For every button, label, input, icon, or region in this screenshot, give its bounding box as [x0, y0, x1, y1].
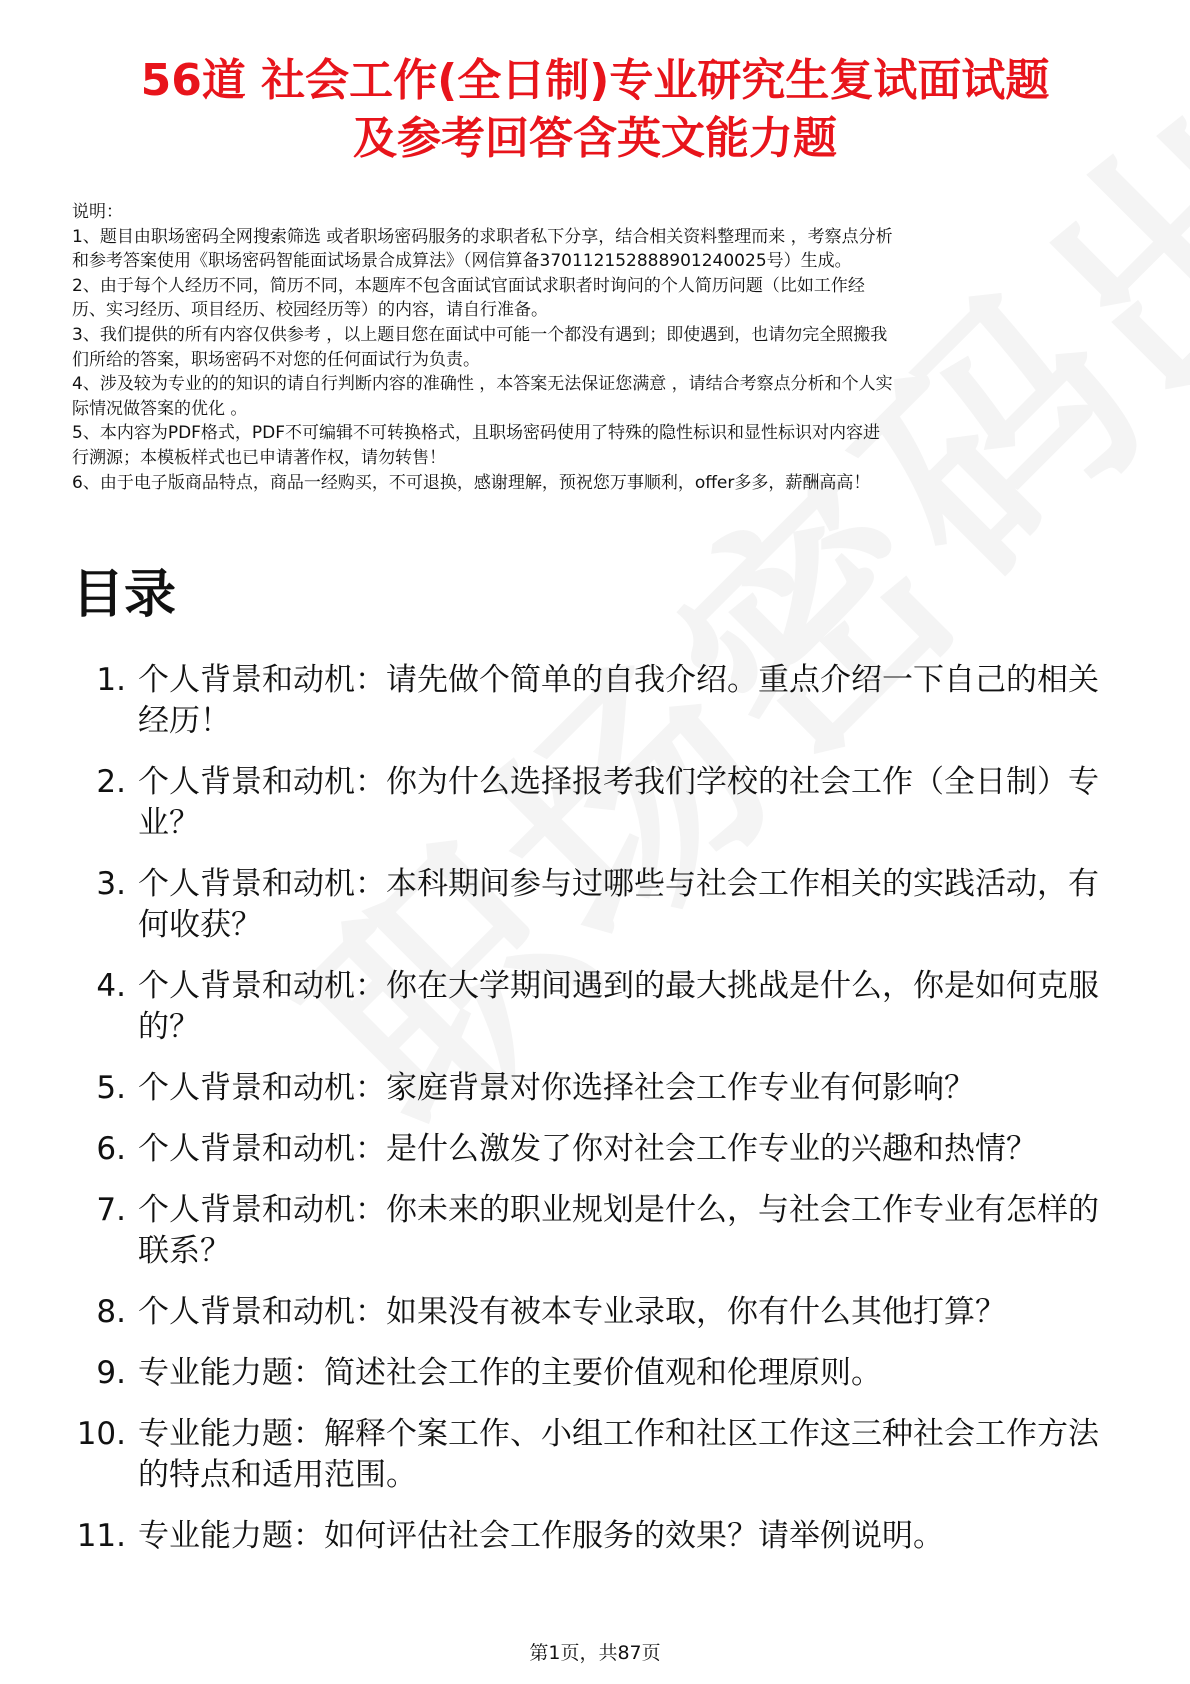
notes-line: 际情况做答案的优化 。 [72, 398, 248, 419]
toc-item-text: 个人背景和动机：你为什么选择报考我们学校的社会工作（全日制）专业？ [138, 764, 1099, 841]
toc-item-number: 11. [76, 1518, 126, 1554]
title-line-2: 及参考回答含英文能力题 [353, 113, 837, 164]
notes-line: 们所给的答案，职场密码不对您的任何面试行为负责。 [72, 349, 480, 370]
toc-item-text: 个人背景和动机：请先做个简单的自我介绍。重点介绍一下自己的相关经历！ [138, 662, 1099, 739]
toc-item[interactable] [62, 1129, 1122, 1170]
notes-line: 1、题目由职场密码全网搜索筛选 或者职场密码服务的求职者私下分享，结合相关资料整理而来 ，考察点分析 [72, 226, 893, 247]
toc-item[interactable] [62, 1292, 1122, 1333]
toc-item[interactable] [62, 1353, 1122, 1394]
toc-item[interactable] [62, 1414, 1122, 1496]
toc-item-text: 个人背景和动机：是什么激发了你对社会工作专业的兴趣和热情？ [138, 1131, 1037, 1167]
notes-line: 3、我们提供的所有内容仅供参考 ，以上题目您在面试中可能一个都没有遇到；即使遇到，也请勿完全照搬我 [72, 324, 888, 345]
toc-item-text: 专业能力题：简述社会工作的主要价值观和伦理原则。 [138, 1355, 882, 1391]
title-line-1: 56道 社会工作(全日制)专业研究生复试面试题 [140, 55, 1050, 106]
toc-item-text: 专业能力题：如何评估社会工作服务的效果？请举例说明。 [138, 1518, 944, 1554]
toc-item-text: 个人背景和动机：你未来的职业规划是什么，与社会工作专业有怎样的联系？ [138, 1192, 1099, 1269]
toc-item-number: 2. [96, 764, 126, 800]
notes-line: 说明： [72, 202, 123, 222]
table-of-contents [62, 660, 1122, 1577]
toc-item-number: 3. [96, 866, 126, 902]
toc-item-number: 4. [96, 968, 126, 1004]
toc-item[interactable] [62, 1190, 1122, 1272]
toc-item[interactable] [62, 1068, 1122, 1109]
toc-item-text: 个人背景和动机：如果没有被本专业录取，你有什么其他打算？ [138, 1294, 1006, 1330]
toc-item-number: 10. [76, 1416, 126, 1452]
notes-line: 行溯源；本模板样式也已申请著作权，请勿转售！ [72, 447, 446, 468]
instructions-block [72, 200, 1122, 495]
document-title [60, 52, 1130, 168]
toc-item[interactable] [62, 762, 1122, 844]
toc-item[interactable] [62, 864, 1122, 946]
toc-item-number: 7. [96, 1192, 126, 1228]
toc-item-number: 5. [96, 1070, 126, 1106]
toc-item-number: 9. [96, 1355, 126, 1391]
toc-item-text: 专业能力题：解释个案工作、小组工作和社区工作这三种社会工作方法的特点和适用范围。 [138, 1416, 1099, 1493]
toc-item-text: 个人背景和动机：本科期间参与过哪些与社会工作相关的实践活动，有何收获？ [138, 866, 1099, 943]
notes-line: 和参考答案使用《职场密码智能面试场景合成算法》（网信算备370112152888901240025号）生成。 [72, 251, 852, 272]
notes-line: 历、实习经历、项目经历、校园经历等）的内容，请自行准备。 [72, 300, 548, 321]
toc-item-number: 8. [96, 1294, 126, 1330]
toc-item[interactable] [62, 660, 1122, 742]
toc-item-number: 6. [96, 1131, 126, 1167]
page-footer: 第1页，共87页 [529, 1642, 661, 1664]
notes-line: 2、由于每个人经历不同，简历不同，本题库不包含面试官面试求职者时询问的个人简历问题（比如工作经 [72, 275, 865, 296]
notes-line: 6、由于电子版商品特点，商品一经购买，不可退换，感谢理解，预祝您万事顺利，offer多多，薪酬高高！ [72, 472, 871, 493]
toc-item-text: 个人背景和动机：家庭背景对你选择社会工作专业有何影响？ [138, 1070, 975, 1106]
toc-item[interactable] [62, 1516, 1122, 1557]
notes-line: 5、本内容为PDF格式，PDF不可编辑不可转换格式，且职场密码使用了特殊的隐性标识和显性标识对内容进 [72, 423, 881, 444]
toc-item[interactable] [62, 966, 1122, 1048]
toc-item-number: 1. [96, 662, 126, 698]
toc-heading: 目录 [72, 565, 177, 625]
notes-line: 4、涉及较为专业的的知识的请自行判断内容的准确性 ，本答案无法保证您满意 ，请结合考察点分析和个人实 [72, 374, 893, 395]
toc-item-text: 个人背景和动机：你在大学期间遇到的最大挑战是什么，你是如何克服的？ [138, 968, 1099, 1045]
